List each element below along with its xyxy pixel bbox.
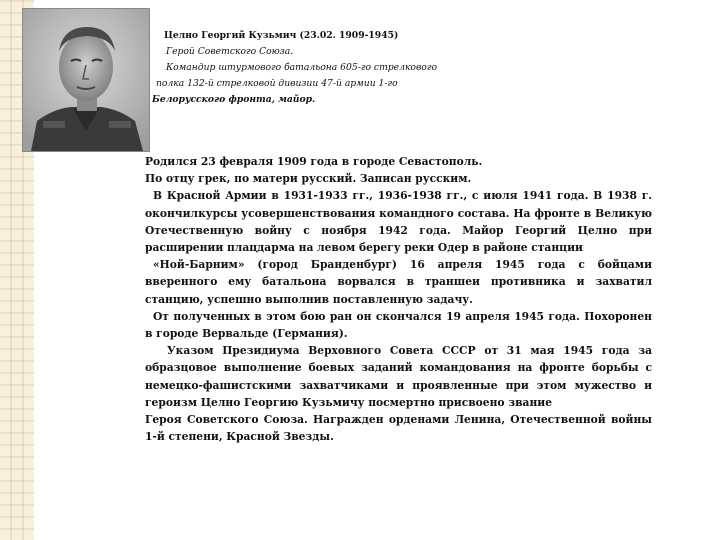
portrait-caption <box>152 28 482 108</box>
bio-paragraph-battle: «Ной-Барним» (город Бранденбург) 16 апреля 1945 года с бойцами вверенного ему батальона ворвался в траншеи противника и захватил станцию, успешно выполнив поставленную задачу. <box>145 258 652 306</box>
portrait-photo <box>22 8 150 152</box>
bio-paragraph-death: От полученных в этом бою ран он скончался 19 апреля 1945 года. Похоронен в городе Вервальде (Германия). <box>145 309 652 341</box>
caption-role-2: полка 132-й стрелковой дивизии 47-й армии 1-го <box>156 78 398 89</box>
bio-paragraph-awards: Героя Советского Союза. Награжден орденами Ленина, Отечественной войны 1-й степени, Красной Звезды. <box>145 413 652 444</box>
caption-name: Целно Георгий Кузьмич (23.02. 1909-1945) <box>164 30 399 41</box>
bio-paragraph-decree: Указом Президиума Верховного Совета СССР от 31 мая 1945 года за образцовое выполнение боевых заданий командования на фронте борьбы с немецко-фашистскими захватчиками и проявленные при этом мужество и героизм Целно Георгию Кузьмичу посмертно присвоено звание <box>145 344 652 409</box>
caption-role-1: Командир штурмового батальона 605-го стрелкового <box>166 62 438 73</box>
bio-paragraph-service: В Красной Армии в 1931-1933 гг., 1936-1938 гг., с июля 1941 года. В 1938 г. окончилкурсы усовершенствования командного состава. На фронте в Великую Отечественную войну с ноября 1942 года. Майор Георгий Целно при расширении плацдарма на левом берегу реки Одер в районе станции <box>145 189 652 255</box>
caption-role-3: Белорусского фронта, майор. <box>152 94 316 105</box>
caption-title: Герой Советского Союза. <box>166 46 294 57</box>
biography-text <box>145 153 652 445</box>
bio-paragraph-birth: Родился 23 февраля 1909 года в городе Севастополь. <box>145 155 483 168</box>
bio-paragraph-origin: По отцу грек, по матери русский. Записан русским. <box>145 172 472 186</box>
portrait-image <box>23 9 149 151</box>
